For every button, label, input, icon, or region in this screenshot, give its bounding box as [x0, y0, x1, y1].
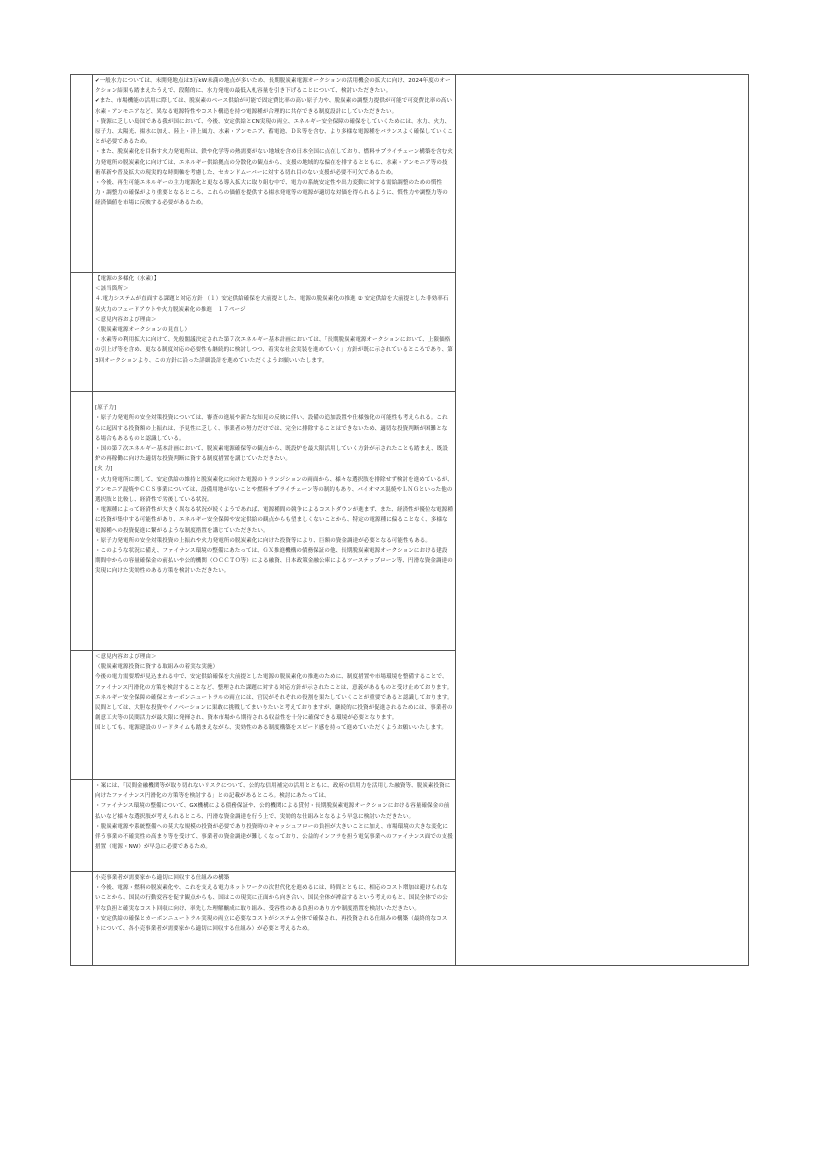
table-row: [71, 75, 749, 273]
number-cell: [71, 75, 93, 273]
number-cell: [71, 273, 93, 392]
opinion-cell: [93, 75, 456, 273]
response-cell: [456, 75, 749, 966]
opinion-text: 小売事業者が需要家から適切に回収する仕組みの構築 ・今後、電源・燃料の脱炭素化や、これを支える電力ネットワークの次世代化を進めるには、時間とともに、相応のコスト増加は避けられないことから、国民の行動変容を促す観点からも、国はこの現実に正面から向き合い、国民全体が裨益するという考えのもと、国民全体での公平な負担と確実なコスト回収に向け、率先した理解醸成に取り組み、受容性のある負担のあり方や制度措置を検討いただきたい。 ・安定供給の確保とカーボンニュートラル実現の両立に必要なコストがシステム全体で確保され、再投資される仕組みの構築（最終的なコストについて、各小売事業者が需要家から適切に回収する仕組み）が必要と考えるため。: [95, 875, 448, 933]
opinion-text: ＜意見内容および理由＞ （脱炭素電源投資に資する取組みの着実な実施） 今後の電力需要増が見込まれる中で、安定供給確保を大前提とした電源の脱炭素化の推進のために、制度措置や市場環境を整備することで、ファイナンス円滑化の方策を検討することなど、整理された課題に対する対応方針が示されたことは、意義があるものと受け止めております。 エネルギー安全保障の確保とカーボンニュートラルの両立には、官民がそれぞれの役割を果たしていくことが重要であると認識しております。民間としては、大胆な投資やイノベーションに果敢に挑戦してまいりたいと考えておりますが、継続的に投資が促進されるためには、事業者の創意工夫等の民間活力が最大限に発揮され、資本市場から期待される収益性を十分に確保できる環境が必要となります。 国としても、電源建設のリードタイムも踏まえながら、実効性のある制度構築をスピード感を持って進めていただくようお願いいたします。: [95, 654, 453, 732]
number-cell: [71, 392, 93, 651]
opinion-text: ・案には、「民間金融機関等が取り切れないリスクについて、公的な信用補完の活用とともに、政府の信用力を活用した融資等、脱炭素投資に向けたファイナンス円滑化の方策等を検討する」との記載があるところ。検討にあたっては、 ・ファイナンス環境の整備について、GX機構による債務保証や、公的機関による貸付・長期脱炭素電源オークションにおける容量確保金の前払いなど様々な選択肢が考えられるところ、円滑な資金調達を行う上で、実効的な仕組みとなるよう早急に検討いただきたい。 ・脱炭素電源や系統整備への莫大な規模の投資が必要であり投資時のキャッシュフローの負担が大きいことに加え、市場環境の大きな変化に伴う事業の不確実性の高まり等を受けて、事業者の資金調達が難しくなっており、公益的インフラを担う電気事業へのファイナンス面での支援措置（電源・NW）が早急に必要であるため。: [95, 783, 453, 851]
opinion-cell: [93, 273, 456, 392]
number-cell: [71, 651, 93, 780]
opinion-cell: [93, 872, 456, 966]
opinion-cell: [93, 392, 456, 651]
opinion-cell: [93, 780, 456, 872]
number-cell: [71, 872, 93, 966]
number-cell: [71, 780, 93, 872]
opinion-table: [70, 74, 749, 966]
opinion-text: ✔一般水力については、未開発地点は3万kW未満の地点が多いため、長期脱炭素電源オークションの活用機会の拡大に向け、2024年度のオークション結果も踏まえたうえで、段階的に、水力発電の最低入札容量を引き下げることについて、検討いただきたい。 ✔また、市場機能の活用に際しては、脱炭素のベース供給が可能で固定費比率の高い原子力や、脱炭素の調整力提供が可能で可変費比率の高い水素・アンモニアなど、異なる電源特性やコスト構造を持つ電源種が合理的に共存できる制度設計にしていただきたい。 ・資源に乏しい島国である我が国において、今後、安定供給とCN実現の両立、エネルギー安全保障の確保をしていくためには、水力、火力、原子力、太陽光、揚水に加え、陸上・洋上風力、水素・アンモニア、蓄電池、ＤＲ等を含む、より多様な電源種をバランスよく確保していくことが必要であるため。 ・また、脱炭素化を目指す火力発電所は、鉄や化学等の熱需要がない地域を含め日本全国に点在しており、燃料サプライチェーン構築を含む火力発電所の脱炭素化に向けては、エネルギー供給拠点の分散化の観点から、支援の地域的な偏在を排するとともに、水素・アンモニア等の技術革新や普及拡大の現実的な時間軸を考慮した、セカンドムーバーに対する切れ目のない支援が必要不可欠であるため。 ・今後、再生可能エネルギーの主力電源化と更なる導入拡大に取り組む中で、電力の系統安定性や出力変動に対する需給調整のための慣性力・調整力の確保がより重要となるところ、これらの価値を提供する揚水発電等の電源が適切な対価を得られるように、慣性力や調整力等の経済価値を市場に反映する必要があるため。: [95, 78, 453, 207]
opinion-text: 【電源の多様化（水素）】 ＜該当箇所＞ ４.電力システムが直面する課題と対応方針 （１）安定供給確保を大前提とした、電源の脱炭素化の推進 ② 安定供給を大前提とした非効率石炭火力のフェードアウトや火力脱炭素化の推進 １７ページ ＜意見内容および理由＞ （脱炭素電源オークションの見直し） ・水素等の利用拡大に向けて、先般閣議決定された第７次エネルギー基本計画においては、「長期脱炭素電源オークションにおいて、上限価格の引上げ等を含め、更なる制度対応の必要性も継続的に検討しつつ、着実な社会実装を進めていく」方針が既に示されているところであり、第3回オークションより、この方針に沿った詳細設計を進めていただくようお願いいたします。: [95, 276, 453, 364]
opinion-cell: [93, 651, 456, 780]
opinion-text: [原子力] ・原子力発電所の安全対策投資については、審査の進展や新たな知見の反映に伴い、設備の追加設置や仕様強化の可能性も考えられる。これらに起因する投資額の上振れは、予見性に乏しく、事業者の努力だけでは、完全に排除することはできないため、適切な投資判断が困難となる場合もあるものと認識している。 ・国の第７次エネルギー基本計画において、脱炭素電源確保等の観点から、既設炉を最大限活用していく方針が示されたことも踏まえ、既設炉の再稼働に向けた適切な投資判断に資する制度措置を講じていただきたい。 [火 力] ・火力発電所に関して、安定供給の維持と脱炭素化に向けた電源のトランジションの両面から、様々な選択肢を排除せず検討を進めているが、アンモニア混焼やＣＣＳ事業については、設備用地がないことや燃料サプライチェーン等の制約もあり、バイオマス混焼やＬＮＧといった他の選択肢と比較し、経済性で劣後している状況。 ・電源種によって経済性が大きく異なる状況が続くようであれば、電源種間の競争によるコストダウンが進まず、また、経済性が優位な電源種に投資が集中する可能性があり、エネルギー安全保障や安定供給の観点からも望ましくないことから、特定の電源種に偏ることなく、多様な電源種への投資促進に繋がるような制度措置を講じていただきたい。 ・原子力発電所の安全対策投資の上振れや火力発電所の脱炭素化に向けた投資等により、巨額の資金調達が必要となる可能性もある。 ・このような状況に備え、ファイナンス環境の整備にあたっては、ＧＸ推進機構の債務保証の他、長期脱炭素電源オークションにおける建設期間中からの容量確保金の前払いや公的機関（ＯＣＣＴＯ等）による融資、日本政策金融公庫によるツーステップローン等、円滑な資金調達の実現に向けた実効性のある方策を検討いただきたい。: [95, 405, 453, 575]
